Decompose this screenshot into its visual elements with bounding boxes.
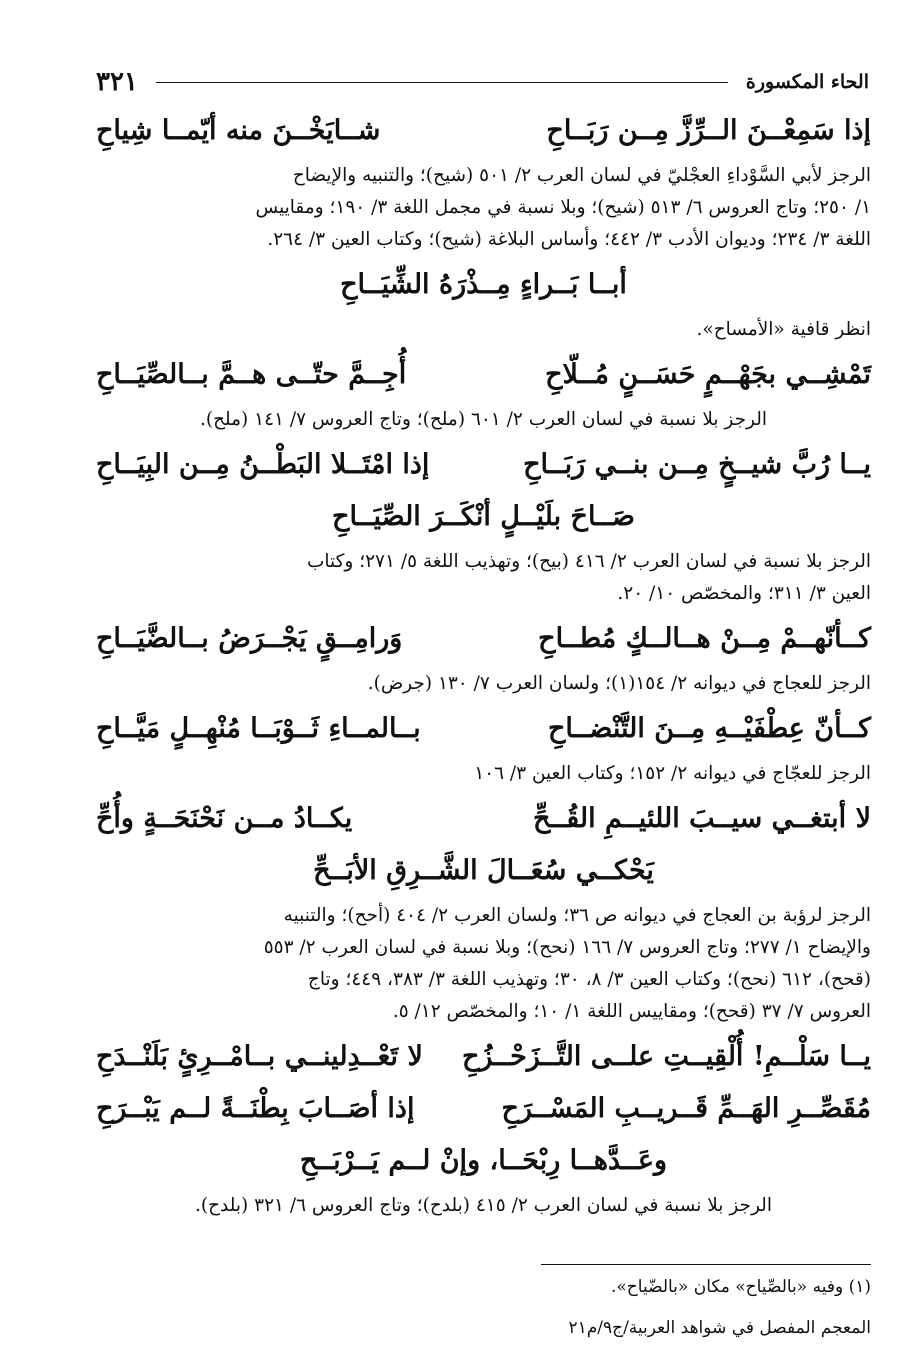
first-hemistich: لا أبتغــي سيــبَ اللئيــمِ القُــحِّ xyxy=(532,803,871,834)
footnote-rule xyxy=(541,1264,871,1265)
verse-single: وعَــدَّهــا رِبْحَــا، وإنْ لــم يَــرْبَــحِ xyxy=(299,1145,668,1176)
citation-line: الرجز بلا نسبة في لسان العرب ٢/ ٤١٦ (بيح)؛ وتهذيب اللغة ٥/ ٢٧١؛ وكتاب xyxy=(306,551,871,572)
citation-line: اللغة ٣/ ٢٣٤؛ وديوان الأدب ٣/ ٤٤٢؛ وأساس البلاغة (شيح)؛ وكتاب العين ٣/ ٢٦٤. xyxy=(267,229,871,250)
citation-line: العين ٣/ ٣١١؛ والمخصّص ١٠/ ٢٠. xyxy=(617,583,871,604)
citation-line: الرجز لرؤبة بن العجاج في ديوانه ص ٣٦؛ ولسان العرب ٢/ ٤٠٤ (أحح)؛ والتنبيه xyxy=(283,905,871,926)
verse-line xyxy=(96,796,871,842)
book-signature: المعجم المفصل في شواهد العربية/ج٩/م٢١ xyxy=(568,1318,871,1338)
citation-line: الرجز بلا نسبة في لسان العرب ٢/ ٦٠١ (ملح)؛ وتاج العروس ٧/ ١٤١ (ملح). xyxy=(199,409,768,430)
first-hemistich: مُقَصِّــرِ الهَــمِّ قَــريــبِ المَسْــرَحِ xyxy=(501,1093,871,1124)
source-citation xyxy=(96,404,871,436)
second-hemistich: لا تَعْــدِلينــي بــامْــرِئٍ بَلَنْــدَحِ xyxy=(96,1041,423,1072)
first-hemistich: يــا رُبَّ شيــخٍ مِــن بنــي رَبَــاحِ xyxy=(523,449,871,480)
source-citation xyxy=(96,900,871,1028)
source-citation xyxy=(96,1190,871,1222)
citation-line: الرجز لأبي السَّوْداءِ العجْليّ في لسان العرب ٢/ ٥٠١ (شيح)؛ والتنبيه والإيضاح xyxy=(292,165,871,186)
verse-single: صَــاحَ بلَيْــلٍ أنْكَــرَ الصِّيَــاحِ xyxy=(332,501,635,532)
verse-line xyxy=(96,442,871,488)
second-hemistich: بــالمــاءِ ثَــوْبَــا مُنْهِــلٍ مَيَّــاحِ xyxy=(96,713,421,744)
verse-single: يَحْكــي سُعَــالَ الشَّــرِقِ الأبَــحِّ xyxy=(313,855,654,886)
source-citation xyxy=(96,668,871,700)
citation-line: ١/ ٢٥٠؛ وتاج العروس ٦/ ٥١٣ (شيح)؛ وبلا نسبة في مجمل اللغة ٣/ ١٩٠؛ ومقاييس xyxy=(255,197,871,218)
second-hemistich: يكــادُ مــن نَحْنَحَــةٍ وأُحِّ xyxy=(96,803,353,834)
first-hemistich: يــا سَلْــمِ! أُلْقِيــتِ علــى التَّــزَحْــزُحِ xyxy=(461,1041,871,1072)
verse-line xyxy=(96,616,871,662)
citation-line: الرجز للعجّاج في ديوانه ٢/ ١٥٢؛ وكتاب العين ٣/ ١٠٦ xyxy=(474,763,871,784)
citation-line: (قحح)، ٦١٢ (نحح)؛ وكتاب العين ٣/ ٨، ٣٠؛ وتهذيب اللغة ٣/ ٣٨٣، ٤٤٩؛ وتاج xyxy=(307,969,871,990)
cross-reference-note: انظر قافية «الأمساح». xyxy=(696,319,871,340)
verse-line xyxy=(96,1034,871,1080)
header-rule xyxy=(156,82,728,83)
verse-line xyxy=(96,1086,871,1132)
verse-single: أبــا بَــراءٍ مِــذْرَهُ الشِّيَــاحِ xyxy=(340,269,627,300)
source-citation xyxy=(96,160,871,256)
citation-line: العروس ٧/ ٣٧ (قحح)؛ ومقاييس اللغة ١/ ١٠؛ والمخصّص ١٢/ ٥. xyxy=(392,1001,871,1022)
first-hemistich: إذا سَمِعْــنَ الــرِّزَّ مِــن رَبَــاحِ xyxy=(546,115,871,146)
second-hemistich: إذا أصَــابَ بِطْنَــةً لــم يَبْــرَحِ xyxy=(96,1093,415,1124)
first-hemistich: كــأنّ عِطْفَيْــهِ مِــنَ التَّنْضــاحِ xyxy=(547,713,871,744)
citation-line: الرجز بلا نسبة في لسان العرب ٢/ ٤١٥ (بلدح)؛ وتاج العروس ٦/ ٣٢١ (بلدح). xyxy=(195,1195,772,1216)
second-hemistich: أُجِــمَّ حتّــى هــمَّ بــالصِّيَــاحِ xyxy=(96,359,407,390)
second-hemistich: شــايَخْــنَ منه أيّمــا شِياحِ xyxy=(96,115,381,146)
page-body xyxy=(96,108,871,1228)
first-hemistich: تَمْشِــي بجَهْــمٍ حَسَــنٍ مُــلّاحِ xyxy=(545,359,871,390)
citation-line: الرجز للعجاج في ديوانه ٢/ ١٥٤(١)؛ ولسان العرب ٧/ ١٣٠ (جرض). xyxy=(367,673,871,694)
page-number: ٣٢١ xyxy=(96,67,138,97)
first-hemistich: كــأنّهــمْ مِــنْ هــالــكٍ مُطــاحِ xyxy=(538,623,871,654)
second-hemistich: وَرامِــقٍ يَجْــرَضُ بــالضَّيَــاحِ xyxy=(96,623,403,654)
page-header xyxy=(96,62,869,102)
citation-line: والإيضاح ١/ ٢٧٧؛ وتاج العروس ٧/ ١٦٦ (نحح)؛ وبلا نسبة في لسان العرب ٢/ ٥٥٣ xyxy=(263,937,871,958)
source-citation xyxy=(96,546,871,610)
chapter-title: الحاء المكسورة xyxy=(745,71,869,93)
second-hemistich: إذا امْتَــلا البَطْــنُ مِــن البِيَــاحِ xyxy=(96,449,430,480)
verse-line xyxy=(96,706,871,752)
verse-line xyxy=(96,108,871,154)
footnote: (١) وفيه «بالصِّياح» مكان «بالضّياح». xyxy=(610,1277,871,1297)
verse-line xyxy=(96,352,871,398)
source-citation xyxy=(96,758,871,790)
